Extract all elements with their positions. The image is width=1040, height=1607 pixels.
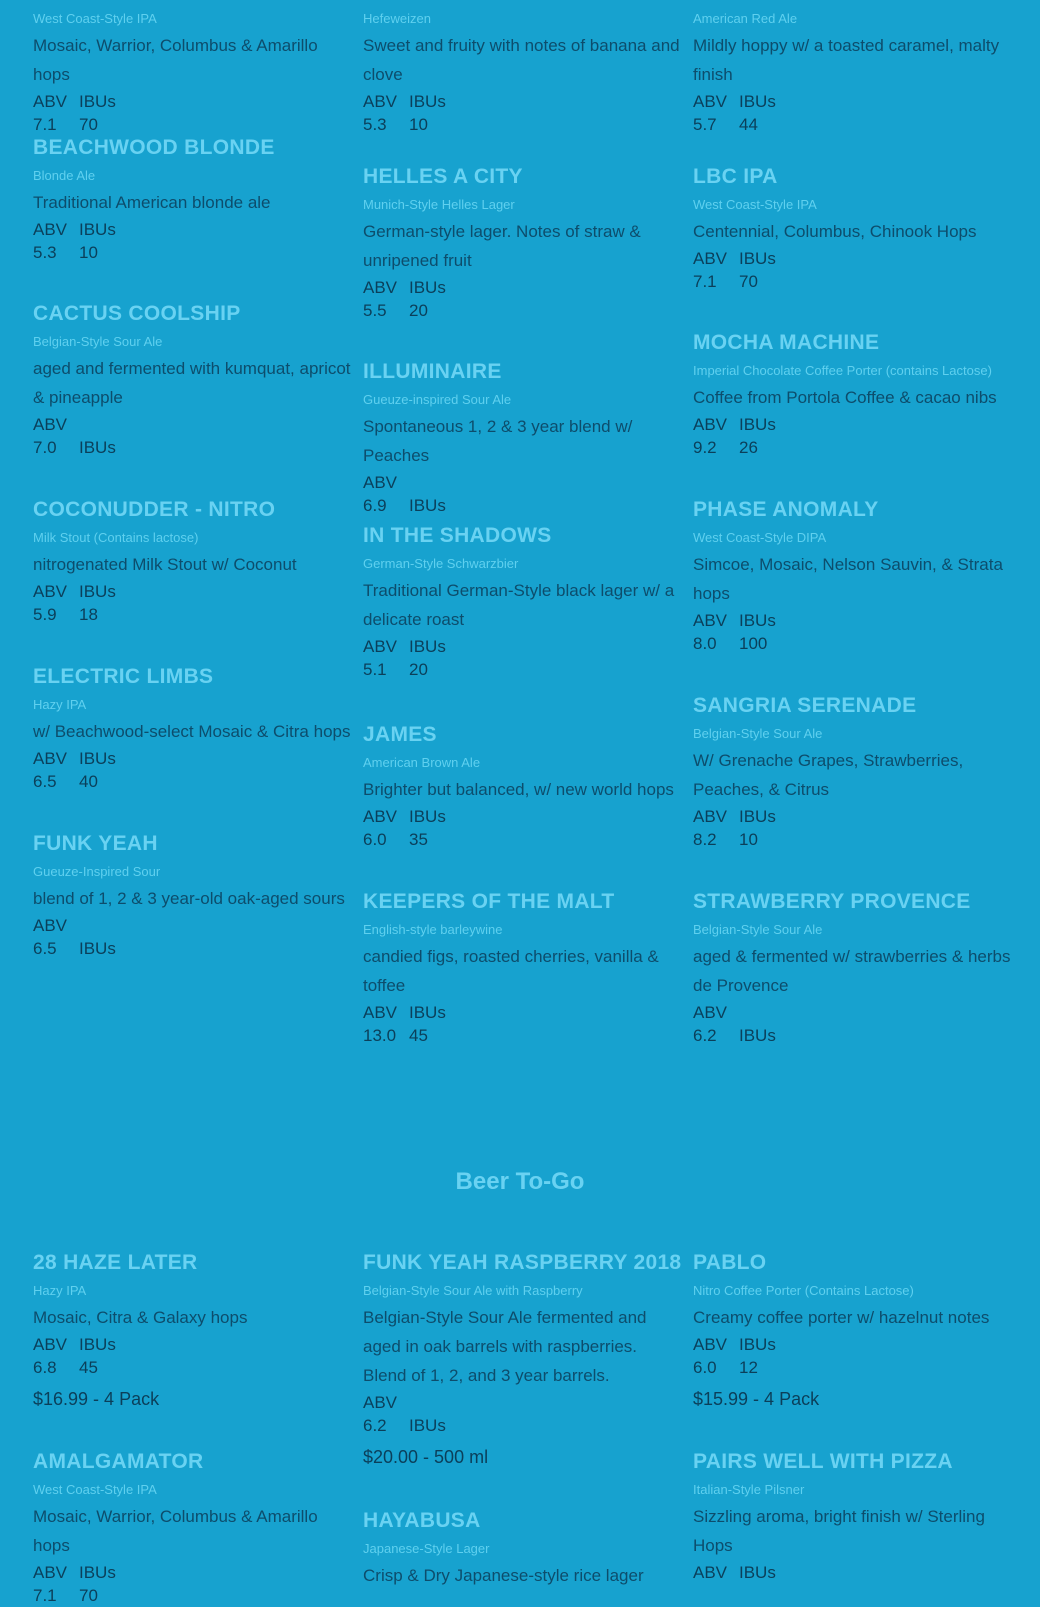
beer-description: Sizzling aroma, bright finish w/ Sterling Hops [693, 1507, 985, 1555]
beer-name: BEACHWOOD BLONDE [33, 136, 275, 159]
beer-item [33, 497, 353, 626]
ibu-value: 10 [409, 115, 428, 134]
ibu-value: 10 [739, 830, 758, 849]
ibu-label: IBUs [409, 278, 446, 297]
abv-value: 6.5 [33, 939, 57, 958]
beer-description: candied figs, roasted cherries, vanilla & toffee [363, 947, 659, 995]
ibu-label: IBUs [79, 438, 116, 457]
beer-description: Spontaneous 1, 2 & 3 year blend w/ Peaches [363, 417, 633, 465]
ibu-value: 10 [79, 243, 98, 262]
beer-description: blend of 1, 2 & 3 year-old oak-aged sours [33, 889, 345, 908]
beer-style: Japanese-Style Lager [363, 1541, 490, 1556]
beer-style: West Coast-Style IPA [33, 1482, 157, 1497]
beer-stats [693, 1561, 1013, 1607]
beer-style: Gueuze-inspired Sour Ale [363, 392, 512, 407]
ibu-value: 70 [79, 1586, 98, 1605]
beer-style: English-style barleywine [363, 922, 503, 937]
abv-label: ABV [693, 92, 728, 111]
ibu-value: 45 [79, 1358, 98, 1377]
ibu-label: IBUs [739, 807, 776, 826]
beer-style: Italian-Style Pilsner [693, 1482, 805, 1497]
ibu-label: IBUs [739, 415, 776, 434]
ibu-label: IBUs [409, 637, 446, 656]
beer-name: IN THE SHADOWS [363, 524, 552, 547]
beer-description: Creamy coffee porter w/ hazelnut notes [693, 1308, 990, 1327]
section-title-beer-to-go: Beer To-Go [455, 1168, 585, 1195]
beer-name: 28 HAZE LATER [33, 1251, 198, 1274]
price: $16.99 - 4 Pack [33, 1389, 160, 1409]
abv-value: 6.0 [363, 830, 387, 849]
ibu-value: 35 [409, 830, 428, 849]
beer-description: Crisp & Dry Japanese-style rice lager [363, 1566, 644, 1585]
abv-value: 5.3 [33, 243, 57, 262]
to-go-item [33, 1250, 353, 1411]
ibu-label: IBUs [79, 939, 116, 958]
abv-value: 5.9 [33, 605, 57, 624]
abv-value: 6.5 [33, 772, 57, 791]
beer-name: MOCHA MACHINE [693, 331, 880, 354]
beer-stats [693, 413, 1013, 459]
abv-value: 13.0 [363, 1026, 397, 1045]
beer-description: W/ Grenache Grapes, Strawberries, Peaches, & Citrus [693, 751, 964, 799]
ibu-label: IBUs [79, 749, 116, 768]
abv-label: ABV [33, 582, 68, 601]
ibu-label: IBUs [739, 611, 776, 630]
ibu-value: 18 [79, 605, 98, 624]
beer-stats [693, 609, 1013, 655]
beer-name: AMALGAMATOR [33, 1450, 204, 1473]
ibu-value: 40 [79, 772, 98, 791]
abv-label: ABV [33, 749, 68, 768]
beer-name: CACTUS COOLSHIP [33, 302, 241, 325]
beer-style: West Coast-Style IPA [33, 11, 157, 26]
beer-stats [693, 90, 1013, 136]
price: $15.99 - 4 Pack [693, 1389, 820, 1409]
beer-description: aged and fermented with kumquat, apricot & pineapple [33, 359, 351, 407]
beer-name: HELLES A CITY [363, 165, 523, 188]
abv-label: ABV [363, 1003, 398, 1022]
abv-label: ABV [693, 1335, 728, 1354]
abv-value: 5.1 [363, 660, 387, 679]
abv-label: ABV [363, 807, 398, 826]
beer-name: LBC IPA [693, 165, 778, 188]
beer-style: Belgian-Style Sour Ale with Raspberry [363, 1283, 583, 1298]
to-go-item [693, 1250, 1013, 1411]
beer-name: COCONUDDER - NITRO [33, 498, 276, 521]
ibu-value: 20 [409, 301, 428, 320]
abv-label: ABV [33, 1335, 68, 1354]
ibu-label: IBUs [79, 582, 116, 601]
beer-description: Traditional German-Style black lager w/ a delicate roast [363, 581, 675, 629]
beer-style: Hazy IPA [33, 697, 87, 712]
beer-description: Simcoe, Mosaic, Nelson Sauvin, & Strata hops [693, 555, 1003, 603]
beer-name: PAIRS WELL WITH PIZZA [693, 1450, 953, 1473]
beer-item [693, 330, 1013, 459]
beer-style: West Coast-Style IPA [693, 197, 817, 212]
abv-value: 8.0 [693, 634, 717, 653]
beer-stats [693, 1001, 1013, 1047]
abv-label: ABV [363, 637, 398, 656]
beer-stats [33, 218, 353, 264]
ibu-value: 45 [409, 1026, 428, 1045]
beer-stats [363, 276, 683, 322]
beer-item [693, 497, 1013, 655]
ibu-value: 70 [739, 272, 758, 291]
beer-name: ELECTRIC LIMBS [33, 665, 214, 688]
beer-style: Belgian-Style Sour Ale [33, 334, 163, 349]
beer-style: Imperial Chocolate Coffee Porter (contains Lactose) [693, 363, 992, 378]
beer-stats [363, 1391, 683, 1437]
abv-value: 6.8 [33, 1358, 57, 1377]
ibu-label: IBUs [409, 1416, 446, 1435]
beer-description: Traditional American blonde ale [33, 193, 271, 212]
ibu-label: IBUs [739, 249, 776, 268]
beer-stats [33, 1561, 353, 1607]
beer-style: Gueuze-Inspired Sour [33, 864, 161, 879]
beer-style: Hefeweizen [363, 11, 431, 26]
ibu-value: 26 [739, 438, 758, 457]
abv-label: ABV [33, 92, 68, 111]
beer-stats [363, 635, 683, 681]
ibu-label: IBUs [79, 220, 116, 239]
ibu-label: IBUs [409, 807, 446, 826]
to-go-item [693, 1449, 1013, 1607]
beer-name: PABLO [693, 1251, 767, 1274]
ibu-label: IBUs [739, 1335, 776, 1354]
price: $20.00 - 500 ml [363, 1447, 489, 1467]
beer-stats [693, 247, 1013, 293]
ibu-label: IBUs [79, 1335, 116, 1354]
ibu-value: 20 [409, 660, 428, 679]
beer-stats [693, 805, 1013, 851]
abv-label: ABV [33, 415, 68, 434]
beer-description: Mosaic, Warrior, Columbus & Amarillo hops [33, 36, 318, 84]
abv-label: ABV [693, 249, 728, 268]
beer-item [693, 164, 1013, 293]
beer-item [693, 693, 1013, 851]
beer-name: STRAWBERRY PROVENCE [693, 890, 971, 913]
beer-stats [363, 90, 683, 136]
beer-style: West Coast-Style DIPA [693, 530, 827, 545]
beer-stats [33, 1333, 353, 1379]
beer-name: PHASE ANOMALY [693, 498, 879, 521]
beer-name: HAYABUSA [363, 1509, 481, 1532]
to-go-item [33, 1449, 353, 1607]
beer-style: Blonde Ale [33, 168, 96, 183]
beer-item [363, 523, 683, 681]
beer-name: JAMES [363, 723, 437, 746]
beer-style: Hazy IPA [33, 1283, 87, 1298]
beer-description: Centennial, Columbus, Chinook Hops [693, 222, 977, 241]
beer-item [363, 4, 683, 136]
ibu-label: IBUs [79, 92, 116, 111]
beer-stats [33, 580, 353, 626]
beer-style: Milk Stout (Contains lactose) [33, 530, 199, 545]
abv-label: ABV [693, 1003, 728, 1022]
beer-item [363, 164, 683, 322]
abv-label: ABV [693, 611, 728, 630]
to-go-item [363, 1508, 683, 1590]
ibu-value: 12 [739, 1358, 758, 1377]
beer-description: Belgian-Style Sour Ale fermented and aged in oak barrels with raspberries. Blend of 1, 2, and 3 year barrels. [363, 1308, 647, 1385]
beer-style: American Red Ale [693, 11, 798, 26]
abv-label: ABV [363, 473, 398, 492]
beer-stats [33, 90, 353, 136]
abv-value: 5.3 [363, 115, 387, 134]
beer-style: Munich-Style Helles Lager [363, 197, 515, 212]
beer-item [363, 359, 683, 517]
abv-value: 6.2 [693, 1026, 717, 1045]
beer-description: Coffee from Portola Coffee & cacao nibs [693, 388, 997, 407]
abv-value: 8.2 [693, 830, 717, 849]
ibu-value: 70 [79, 115, 98, 134]
abv-label: ABV [33, 916, 68, 935]
abv-value: 5.7 [693, 115, 717, 134]
to-go-item [363, 1250, 683, 1469]
ibu-label: IBUs [739, 1563, 776, 1582]
beer-description: nitrogenated Milk Stout w/ Coconut [33, 555, 297, 574]
beer-description: Sweet and fruity with notes of banana and clove [363, 36, 680, 84]
abv-label: ABV [363, 1393, 398, 1412]
ibu-label: IBUs [409, 92, 446, 111]
abv-value: 7.1 [33, 1586, 57, 1605]
ibu-label: IBUs [409, 1003, 446, 1022]
abv-label: ABV [693, 1563, 728, 1582]
abv-label: ABV [363, 278, 398, 297]
abv-label: ABV [33, 220, 68, 239]
beer-name: ILLUMINAIRE [363, 360, 502, 383]
ibu-label: IBUs [739, 92, 776, 111]
beer-item [33, 831, 353, 960]
ibu-label: IBUs [409, 496, 446, 515]
beer-item [363, 889, 683, 1047]
abv-value: 9.2 [693, 438, 717, 457]
abv-value: 6.2 [363, 1416, 387, 1435]
beer-style: Nitro Coffee Porter (Contains Lactose) [693, 1283, 914, 1298]
beer-item [33, 4, 353, 136]
beer-name: SANGRIA SERENADE [693, 694, 917, 717]
abv-label: ABV [33, 1563, 68, 1582]
beer-stats [363, 471, 683, 517]
beer-description: Mildly hoppy w/ a toasted caramel, malty finish [693, 36, 1000, 84]
beer-item [693, 4, 1013, 136]
beer-stats [33, 413, 353, 459]
beer-description: w/ Beachwood-select Mosaic & Citra hops [33, 722, 351, 741]
beer-item [33, 301, 353, 459]
beer-item [693, 889, 1013, 1047]
abv-value: 7.1 [33, 115, 57, 134]
beer-stats [363, 1001, 683, 1047]
beer-item [33, 135, 353, 264]
abv-value: 5.5 [363, 301, 387, 320]
beer-stats [33, 747, 353, 793]
beer-stats [363, 805, 683, 851]
ibu-label: IBUs [79, 1563, 116, 1582]
ibu-value: 100 [739, 634, 768, 653]
beer-style: American Brown Ale [363, 755, 481, 770]
beer-description: German-style lager. Notes of straw & unripened fruit [363, 222, 641, 270]
beer-description: aged & fermented w/ strawberries & herbs de Provence [693, 947, 1011, 995]
beer-name: FUNK YEAH [33, 832, 158, 855]
beer-description: Mosaic, Citra & Galaxy hops [33, 1308, 248, 1327]
beer-style: German-Style Schwarzbier [363, 556, 519, 571]
ibu-value: 44 [739, 115, 758, 134]
beer-item [363, 722, 683, 851]
beer-item [33, 664, 353, 793]
beer-name: KEEPERS OF THE MALT [363, 890, 615, 913]
abv-label: ABV [693, 807, 728, 826]
abv-value: 7.1 [693, 272, 717, 291]
abv-label: ABV [693, 415, 728, 434]
abv-value: 6.0 [693, 1358, 717, 1377]
beer-style: Belgian-Style Sour Ale [693, 726, 823, 741]
beer-style: Belgian-Style Sour Ale [693, 922, 823, 937]
abv-value: 6.9 [363, 496, 387, 515]
ibu-label: IBUs [739, 1026, 776, 1045]
beer-description: Brighter but balanced, w/ new world hops [363, 780, 674, 799]
beer-stats [33, 914, 353, 960]
abv-label: ABV [363, 92, 398, 111]
abv-value: 7.0 [33, 438, 57, 457]
beer-name: FUNK YEAH RASPBERRY 2018 [363, 1251, 682, 1274]
beer-description: Mosaic, Warrior, Columbus & Amarillo hops [33, 1507, 318, 1555]
beer-stats [693, 1333, 1013, 1379]
